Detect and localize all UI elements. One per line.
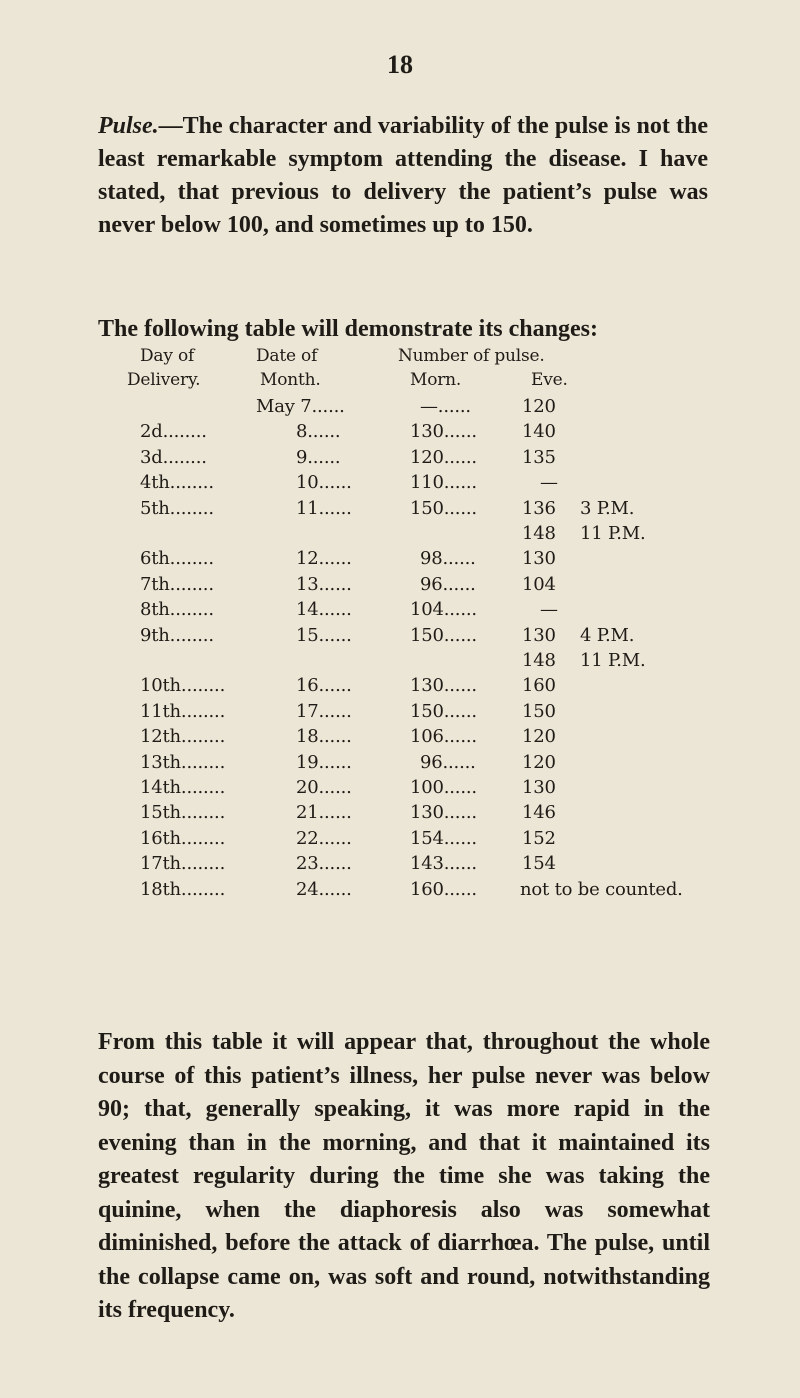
table-cell-morn: 96...... (420, 751, 476, 773)
paragraph-lead: Pulse. (98, 113, 159, 139)
table-cell-morn: 150...... (410, 700, 477, 722)
header-day-line1: Day of (140, 346, 195, 366)
table-cell-note: 11 P.M. (580, 523, 646, 544)
table-cell-date: 16...... (296, 675, 352, 697)
table-cell-eve: 120 (522, 751, 556, 773)
table-cell-eve: 135 (522, 446, 556, 468)
table-cell-eve: 130 (522, 548, 556, 570)
table-cell-morn: 120...... (410, 446, 477, 468)
table-cell-morn: 130...... (410, 802, 477, 824)
table-cell-day: 16th........ (140, 827, 226, 849)
table-cell-eve: 136 (522, 497, 556, 519)
table-cell-eve: 148 (522, 523, 556, 544)
table-cell-day: 10th........ (140, 675, 226, 697)
table-cell-date: 13...... (296, 573, 352, 595)
table-cell-eve: 104 (522, 573, 556, 595)
table-cell-morn: 104...... (410, 599, 477, 621)
table-cell-morn: 130...... (410, 421, 477, 443)
table-cell-eve: — (540, 599, 558, 621)
table-cell-date: 14...... (296, 599, 352, 621)
header-pulse-line1: Number of pulse. (398, 346, 545, 366)
table-cell-morn: 100...... (410, 777, 477, 798)
table-cell-morn: 130...... (410, 675, 477, 697)
table-cell-morn: 98...... (420, 548, 476, 570)
table-cell-eve: 146 (522, 802, 556, 824)
header-eve: Eve. (531, 370, 568, 390)
table-cell-date: 17...... (296, 700, 352, 722)
table-cell-morn: 154...... (410, 827, 477, 849)
table-cell-day: 3d........ (140, 446, 207, 468)
table-cell-date: 15...... (296, 624, 352, 646)
table-cell-morn: 106...... (410, 726, 477, 748)
table-cell-note: 3 P.M. (580, 497, 635, 519)
header-morn: Morn. (410, 370, 462, 390)
table-cell-day: 11th........ (140, 700, 226, 722)
table-cell-day: 8th........ (140, 599, 214, 621)
table-cell-eve: 130 (522, 777, 556, 798)
table-cell-day: 9th........ (140, 624, 214, 646)
table-cell-eve: 120 (522, 396, 556, 417)
table-cell-eve: — (540, 472, 558, 494)
table-cell-day: 15th........ (140, 802, 226, 824)
table-cell-date: 24...... (296, 878, 352, 900)
header-date-line2: Month. (260, 370, 321, 390)
paragraph-conclusion: From this table it will appear that, throughout the whole course of this patient’s illness, her pulse never was below 90; that, generally speaking, it was more rapid in the evening than in the morning, and that it maintained its greatest regularity during the time she was taking the quinine, when the diaphoresis also was somewhat diminished, before the attack of diarrhœa. The pulse, until the collapse came on, was soft and round, notwithstanding its frequency. (98, 1029, 710, 1323)
table-cell-note: 11 P.M. (580, 650, 646, 671)
page-number: 18 (387, 50, 413, 79)
table-cell-day: 5th........ (140, 497, 214, 519)
table-cell-morn: 110...... (410, 472, 477, 494)
table-cell-date: 18...... (296, 726, 352, 748)
paragraph-text: —The character and variability of the pulse is not the least remarkable symptom attending the disease. I have stated, that previous to delivery the patient’s pulse was never below 100, and sometimes up to 150. (98, 113, 708, 238)
header-date-line1: Date of (256, 346, 318, 366)
table-cell-date: 12...... (296, 548, 352, 570)
table-cell-eve: 160 (522, 675, 556, 697)
paragraph-pulse (98, 110, 708, 242)
table-cell-morn: —...... (420, 396, 471, 417)
table-cell-eve: not to be counted. (520, 878, 683, 900)
table-cell-date: 8...... (296, 421, 341, 443)
table-cell-day: 2d........ (140, 421, 207, 443)
table-cell-date: 20...... (296, 777, 352, 798)
table-cell-date: 19...... (296, 751, 352, 773)
table-cell-date: 10...... (296, 472, 352, 494)
table-cell-date: 23...... (296, 853, 352, 875)
table-cell-eve: 120 (522, 726, 556, 748)
table-cell-date: 22...... (296, 827, 352, 849)
table-cell-eve: 130 (522, 624, 556, 646)
table-cell-eve: 154 (522, 853, 556, 875)
table-cell-day: 14th........ (140, 777, 226, 798)
table-cell-date: 9...... (296, 446, 341, 468)
table-cell-eve: 152 (522, 827, 556, 849)
table-cell-date: 11...... (296, 497, 352, 519)
table-cell-day: 17th........ (140, 853, 226, 875)
table-cell-eve: 140 (522, 421, 556, 443)
table-cell-eve: 150 (522, 700, 556, 722)
table-cell-date: May 7...... (256, 396, 345, 417)
header-day-line2: Delivery. (127, 370, 201, 390)
table-cell-morn: 150...... (410, 497, 477, 519)
table-intro: The following table will demonstrate its changes: (98, 316, 598, 342)
table-cell-morn: 143...... (410, 853, 477, 875)
table-cell-note: 4 P.M. (580, 624, 635, 646)
table-cell-day: 7th........ (140, 573, 214, 595)
table-cell-date: 21...... (296, 802, 352, 824)
table-cell-eve: 148 (522, 650, 556, 671)
table-cell-day: 13th........ (140, 751, 226, 773)
table-cell-morn: 96...... (420, 573, 476, 595)
table-cell-day: 18th........ (140, 878, 226, 900)
table-cell-day: 12th........ (140, 726, 226, 748)
table-cell-day: 6th........ (140, 548, 214, 570)
table-cell-day: 4th........ (140, 472, 214, 494)
table-cell-morn: 150...... (410, 624, 477, 646)
table-cell-morn: 160...... (410, 878, 477, 900)
